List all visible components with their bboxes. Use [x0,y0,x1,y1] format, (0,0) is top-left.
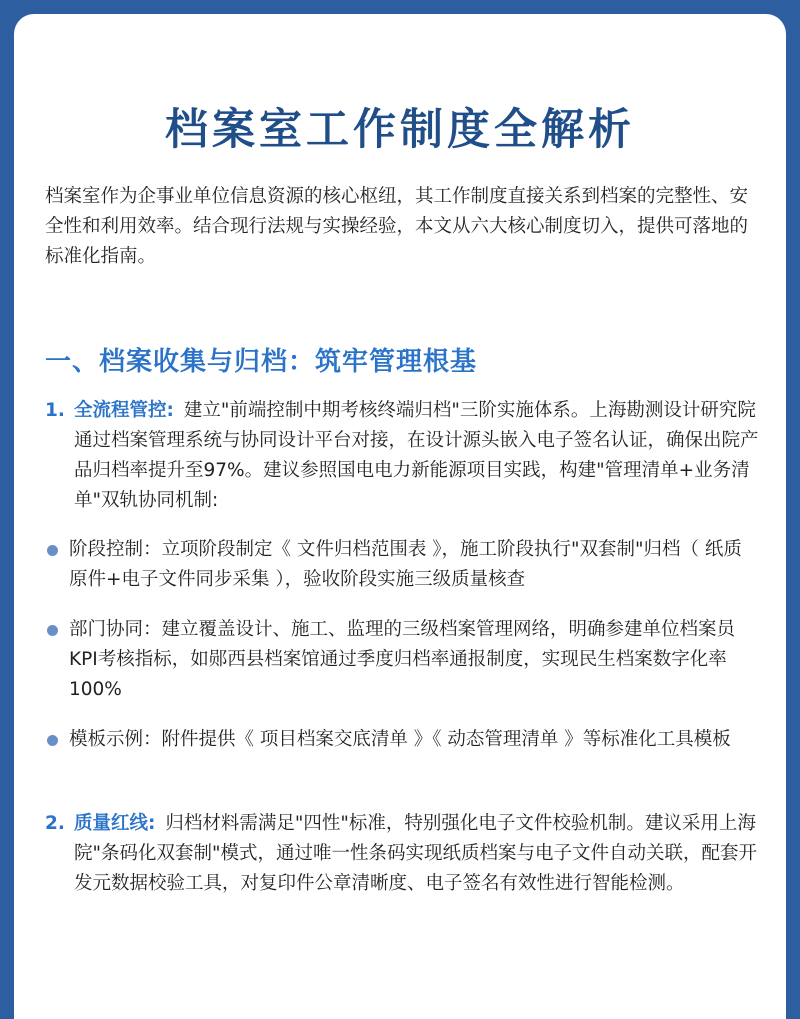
bullet-dot-icon [47,625,58,636]
item-lead: 全流程管控: [74,400,174,421]
bullet-text: 阶段控制：立项阶段制定《 文件归档范围表 》，施工阶段执行"双套制"归档（ 纸质原件+电子文件同步采集 ），验收阶段实施三级质量核查 [69,539,742,590]
bullet-dot-icon [47,735,58,746]
item-text: 归档材料需满足"四性"标准，特别强化电子文件校验机制。建议采用上海院"条码化双套制"模式，通过唯一性条码实现纸质档案与电子文件自动关联，配套开发元数据校验工具，对复印件公章清晰度、电子签名有效性进行智能检测。 [74,813,758,894]
bullet-text: 模板示例：附件提供《 项目档案交底清单 》《 动态管理清单 》等标准化工具模板 [69,729,731,750]
article-card [14,14,786,1019]
page-title: 档案室工作制度全解析 [165,105,635,155]
bullet-list [45,535,760,775]
list-item [45,615,760,705]
numbered-item-1 [45,396,760,516]
bullet-dot-icon [47,545,58,556]
item-text: 建立"前端控制中期考核终端归档"三阶实施体系。上海勘测设计研究院通过档案管理系统与协同设计平台对接，在设计源头嵌入电子签名认证，确保出院产品归档率提升至97%。建议参照国电电力新能源项目实践，构建"管理清单+业务清单"双轨协同机制: [74,400,759,511]
item-lead: 质量红线: [74,813,156,834]
list-item [45,725,760,755]
item-number: 2. [45,813,65,834]
bullet-text: 部门协同：建立覆盖设计、施工、监理的三级档案管理网络，明确参建单位档案员KPI考核指标，如郧西县档案馆通过季度归档率通报制度，实现民生档案数字化率100% [69,619,736,700]
item-number: 1. [45,400,65,421]
intro-paragraph: 档案室作为企事业单位信息资源的核心枢纽，其工作制度直接关系到档案的完整性、安全性和利用效率。结合现行法规与实操经验，本文从六大核心制度切入，提供可落地的标准化指南。 [45,186,749,267]
section-heading: 一、档案收集与归档：筑牢管理根基 [45,347,478,377]
numbered-item-2 [45,809,760,899]
list-item [45,535,760,595]
